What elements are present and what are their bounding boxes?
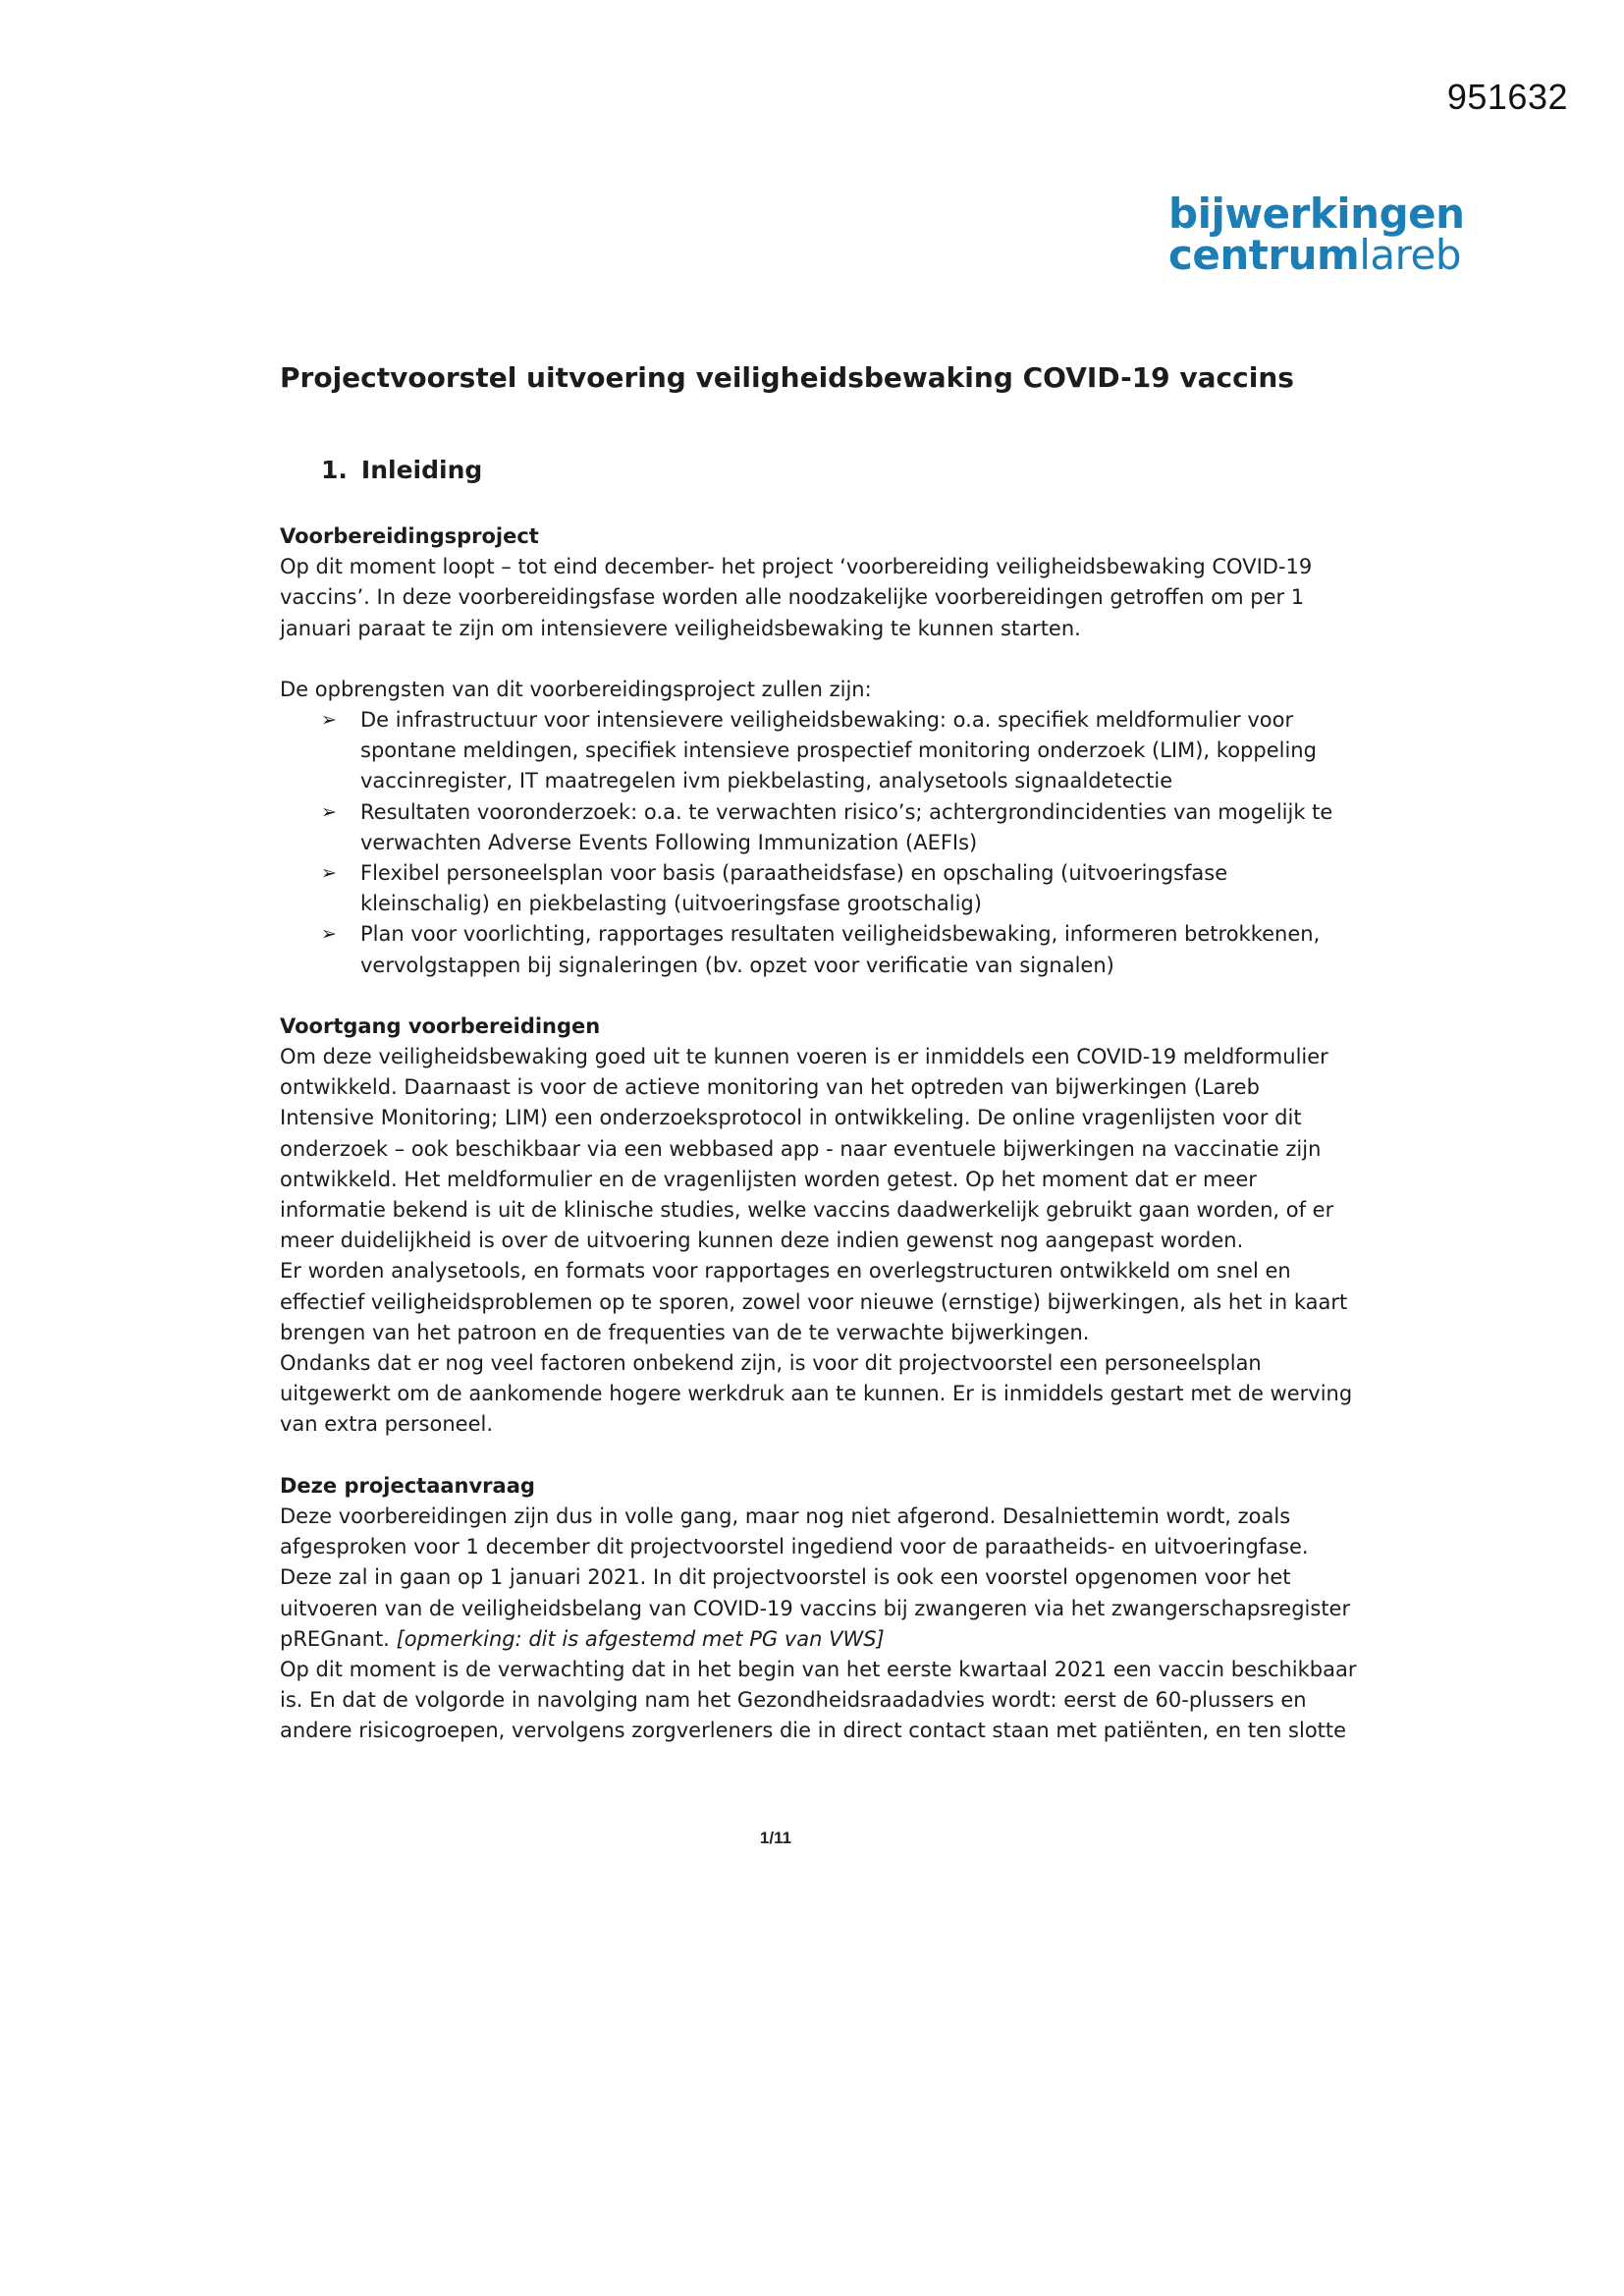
paragraph: Op dit moment is de verwachting dat in het begin van het eerste kwartaal 2021 een vaccin beschikbaar is. En dat de volgorde in navolging nam het Gezondheidsraadadvies wordt: eerst de 60-plussers en andere risicogroepen, vervolgens zorgverleners die in direct contact staan met patiënten, en ten slotte xyxy=(280,1657,1357,1743)
document-title: Projectvoorstel uitvoering veiligheidsbewaking COVID-19 vaccins xyxy=(280,361,1294,394)
page-number: 1/11 xyxy=(759,1829,792,1847)
paragraph: Er worden analysetools, en formats voor rapportages en overlegstructuren ontwikkeld om snel en effectief veiligheidsproblemen op te sporen, zowel voor nieuwe (ernstige) bijwerkingen, als het in kaart brengen van het patroon en de frequenties van de te verwachte bijwerkingen. xyxy=(280,1259,1348,1344)
section-heading xyxy=(321,453,1360,488)
logo-line-1: bijwerkingen xyxy=(1168,190,1465,238)
document-number: 951632 xyxy=(1446,77,1568,117)
list-item-text: Flexibel personeelsplan voor basis (paraatheidsfase) en opschaling (uitvoeringsfase kleinschalig) en piekbelasting (uitvoeringsfase grootschalig) xyxy=(360,861,1228,916)
remark-italic: [opmerking: dit is afgestemd met PG van VWS] xyxy=(396,1626,885,1651)
paragraph: Ondanks dat er nog veel factoren onbekend zijn, is voor dit projectvoorstel een personeelsplan uitgewerkt om de aankomende hogere werkdruk aan te kunnen. Er is inmiddels gestart met de werving van extra personeel. xyxy=(280,1351,1353,1437)
list-intro: De opbrengsten van dit voorbereidingsproject zullen zijn: xyxy=(280,677,872,701)
paragraph-text: Deze voorbereidingen zijn dus in volle gang, maar nog niet afgerond. Desalniettemin wordt, zoals afgesproken voor 1 december dit projectvoorstel ingediend voor de paraatheids- en uitvoeringfase. Deze zal in gaan op 1 januari 2021. In dit projectvoorstel is ook een voorstel opgenomen voor het uitvoeren van de veiligheidsbelang van COVID-19 vaccins bij zwangeren via het zwangerschapsregister pREGnant. xyxy=(280,1503,1351,1651)
list-item-text: Plan voor voorlichting, rapportages resultaten veiligheidsbewaking, informeren betrokkenen, vervolgstappen bij signaleringen (bv. opzet voor verificatie van signalen) xyxy=(360,922,1321,977)
paragraph xyxy=(280,1502,1360,1655)
list-item xyxy=(321,919,1360,980)
paragraph: Op dit moment loopt – tot eind december- het project ‘voorbereiding veiligheidsbewaking COVID-19 vaccins’. In deze voorbereidingsfase worden alle noodzakelijke voorbereidingen getroffen om per 1 januari paraat te zijn om intensievere veiligheidsbewaking te kunnen starten. xyxy=(280,555,1313,640)
document-body xyxy=(280,358,1360,1747)
paragraph: Om deze veiligheidsbewaking goed uit te kunnen voeren is er inmiddels een COVID-19 meldformulier ontwikkeld. Daarnaast is voor de actieve monitoring van het optreden van bijwerkingen (Lareb Intensive Monitoring; LIM) een onderzoeksprotocol in ontwikkeling. De online vragenlijsten voor dit onderzoek – ook beschikbaar via een webbased app - naar eventuele bijwerkingen na vaccinatie zijn ontwikkeld. Het meldformulier en de vragenlijsten worden getest. Op het moment dat er meer informatie bekend is uit de klinische studies, welke vaccins daadwerkelijk gebruikt gaan worden, of er meer duidelijkheid is over de uitvoering kunnen deze indien gewenst nog aangepast worden. xyxy=(280,1045,1334,1253)
arrow-bullet-icon: ➢ xyxy=(321,923,337,946)
lareb-logo xyxy=(1168,190,1465,279)
deliverables-list xyxy=(280,705,1360,981)
list-item xyxy=(321,705,1360,797)
list-item xyxy=(321,797,1360,858)
subheading-projectaanvraag: Deze projectaanvraag xyxy=(280,1473,535,1498)
list-item xyxy=(321,858,1360,919)
section-title: Inleiding xyxy=(360,456,483,484)
arrow-bullet-icon: ➢ xyxy=(321,709,337,732)
subheading-voorbereidingsproject: Voorbereidingsproject xyxy=(280,524,539,548)
arrow-bullet-icon: ➢ xyxy=(321,862,337,885)
arrow-bullet-icon: ➢ xyxy=(321,800,337,823)
list-item-text: Resultaten vooronderzoek: o.a. te verwachten risico’s; achtergrondincidenties van mogelijk te verwachten Adverse Events Following Immunization (AEFIs) xyxy=(360,799,1333,854)
logo-line-2-regular: lareb xyxy=(1359,231,1462,279)
logo-line-2-bold: centrum xyxy=(1168,231,1360,279)
section-number: 1. xyxy=(321,456,348,484)
list-item-text: De infrastructuur voor intensievere veiligheidsbewaking: o.a. specifiek meldformulier voor spontane meldingen, specifiek intensieve prospectief monitoring onderzoek (LIM), koppeling vaccinregister, IT maatregelen ivm piekbelasting, analysetools signaaldetectie xyxy=(360,708,1317,793)
subheading-voortgang: Voortgang voorbereidingen xyxy=(280,1013,601,1038)
logo-line-2 xyxy=(1168,231,1462,279)
